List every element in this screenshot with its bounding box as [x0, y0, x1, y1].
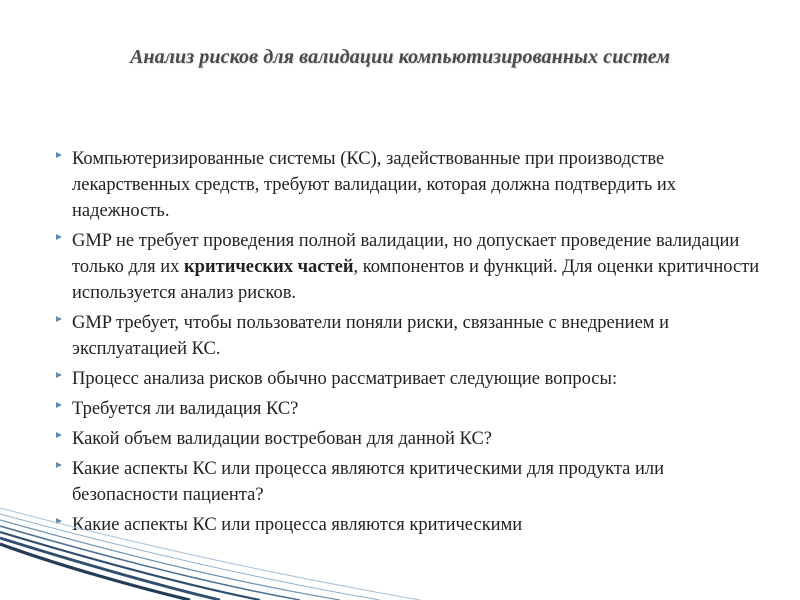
bullet-marker-icon [56, 372, 62, 378]
wave-line-6 [0, 538, 220, 600]
bullet-item [50, 146, 762, 224]
bullet-marker-icon [56, 402, 62, 408]
wave-line-5 [0, 532, 260, 600]
wave-line-7 [0, 544, 190, 600]
bullet-text: Какие аспекты КС или процесса являются критическими для продукта или безопасности пациента? [72, 459, 665, 505]
bullet-text: GMP не требует проведения полной валидации, но допускает проведение валидации только для их [72, 231, 740, 277]
bullet-item [50, 512, 762, 538]
bullet-item [50, 366, 762, 392]
bullet-marker-icon [56, 432, 62, 438]
bullet-text: Процесс анализа рисков обычно рассматривает следующие вопросы: [72, 369, 618, 389]
bullet-text-bold: критических частей [184, 257, 354, 277]
bullet-item [50, 426, 762, 452]
bullet-marker-icon [56, 518, 62, 524]
slide-content [50, 146, 762, 542]
bullet-text: Требуется ли валидация КС? [72, 399, 299, 419]
bullet-marker-icon [56, 316, 62, 322]
bullet-item [50, 396, 762, 422]
bullet-text: Какой объем валидации востребован для данной КС? [72, 429, 492, 449]
bullet-text: GMP требует, чтобы пользователи поняли риски, связанные с внедрением и эксплуатацией КС. [72, 313, 670, 359]
bullet-marker-icon [56, 234, 62, 240]
bullet-item [50, 310, 762, 362]
bullet-item [50, 456, 762, 508]
bullet-marker-icon [56, 462, 62, 468]
bullet-text: Компьютеризированные системы (КС), задействованные при производстве лекарственных средств, требуют валидации, которая должна подтвердить их надежность. [72, 149, 677, 221]
bullet-list [50, 146, 762, 538]
bullet-item [50, 228, 762, 306]
slide-title: Анализ рисков для валидации компьютизированных систем [129, 46, 671, 68]
bullet-text: Какие аспекты КС или процесса являются критическими [72, 515, 523, 535]
bullet-marker-icon [56, 152, 62, 158]
bullet-text: , компонентов и функций. Для оценки критичности используется анализ рисков. [72, 257, 760, 303]
